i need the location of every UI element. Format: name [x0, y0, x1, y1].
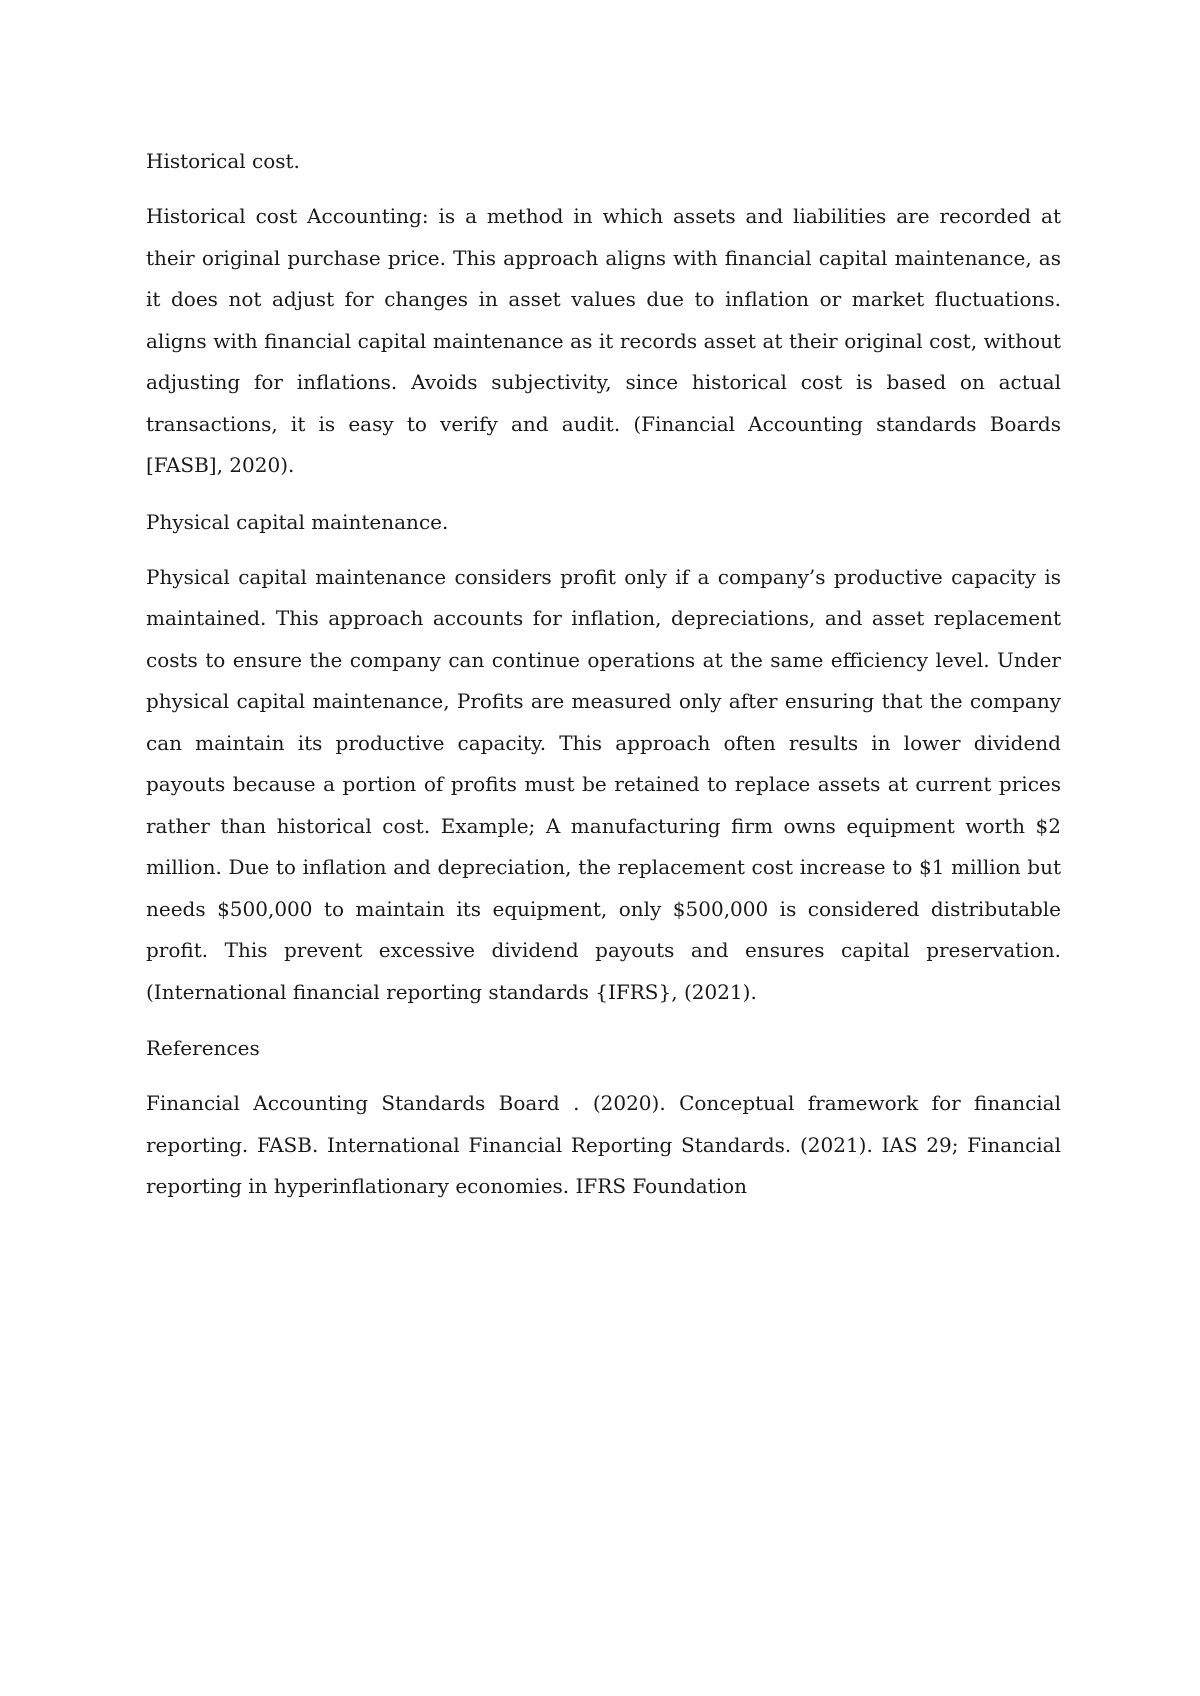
section-heading-references: References: [146, 1036, 260, 1060]
paragraph-physical-capital-maintenance: Physical capital maintenance considers profit only if a company’s productive capacity is maintained. This approach accounts for inflation, depreciations, and asset replacement costs to ensure the company can continue operations at the same efficiency level. Under physical capital maintenance, Profits are measured only after ensuring that the company can maintain its productive capacity. This approach often results in lower dividend payouts because a portion of profits must be retained to replace assets at current prices rather than historical cost. Example; A manufacturing firm owns equipment worth $2 million. Due to inflation and depreciation, the replacement cost increase to $1 million but needs $500,000 to maintain its equipment, only $500,000 is considered distributable profit. This prevent excessive dividend payouts and ensures capital preservation. (International financial reporting standards {IFRS}, (2021).: [146, 564, 1061, 1004]
document-body: [146, 140, 1061, 1222]
section-heading-historical-cost: Historical cost.: [146, 149, 300, 173]
paragraph-historical-cost: Historical cost Accounting: is a method in which assets and liabilities are recorded at their original purchase price. This approach aligns with financial capital maintenance, as it does not adjust for changes in asset values due to inflation or market fluctuations. aligns with financial capital maintenance as it records asset at their original cost, without adjusting for inflations. Avoids subjectivity, since historical cost is based on actual transactions, it is easy to verify and audit. (Financial Accounting standards Boards [FASB], 2020).: [146, 204, 1061, 477]
section-heading-physical-capital-maintenance: Physical capital maintenance.: [146, 509, 449, 534]
paragraph-references: Financial Accounting Standards Board . (2020). Conceptual framework for financial reporting. FASB. International Financial Reporting Standards. (2021). IAS 29; Financial reporting in hyperinflationary economies. IFRS Foundation: [146, 1091, 1061, 1198]
